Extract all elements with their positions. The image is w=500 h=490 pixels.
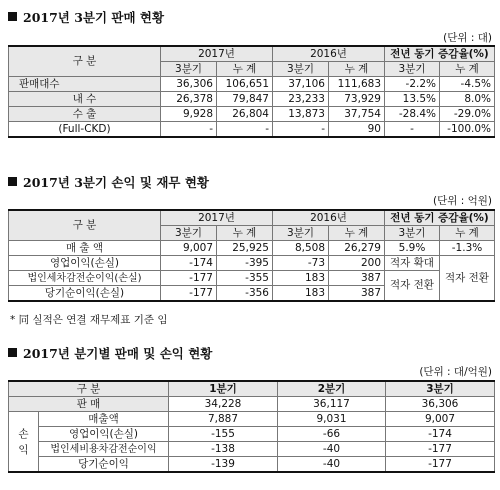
cell-value: 106,651 [217, 77, 273, 92]
table-row [9, 77, 495, 92]
header-yoy-change: 전년 동기 증감율(%) [385, 46, 495, 62]
header-cumulative: 누 계 [217, 62, 273, 77]
cell-value: 23,233 [273, 92, 329, 107]
table-row [9, 271, 495, 286]
header-2017: 2017년 [161, 210, 273, 226]
row-label: 당기순이익(손실) [9, 286, 161, 302]
quarterly-status-table [8, 380, 495, 473]
income-status-title [8, 173, 209, 191]
sales-status-unit: (단위 : 대) [443, 32, 492, 44]
income-status-unit: (단위 : 억원) [433, 195, 492, 207]
cell-value: 37,754 [329, 107, 385, 122]
cell-value: 25,925 [217, 241, 273, 256]
income-status-table [8, 209, 495, 302]
header-cumulative: 누 계 [329, 62, 385, 77]
cell-value: 9,031 [278, 412, 386, 427]
cell-value: 7,887 [169, 412, 278, 427]
cell-value: 9,007 [386, 412, 495, 427]
cell-value: 26,378 [161, 92, 217, 107]
cell-value: -177 [386, 442, 495, 457]
table-row [9, 107, 495, 122]
header-2016: 2016년 [273, 210, 385, 226]
table-header-row [9, 210, 495, 226]
cell-value: 36,306 [386, 397, 495, 412]
cell-value: 26,279 [329, 241, 385, 256]
table-row [9, 92, 495, 107]
header-q3: 3분기 [386, 381, 495, 397]
cell-value: -29.0% [440, 107, 495, 122]
quarterly-status-section [8, 344, 494, 486]
cell-value: -66 [278, 427, 386, 442]
cell-value: -100.0% [440, 122, 495, 138]
row-label: 영업이익(손실) [9, 256, 161, 271]
table-row [9, 412, 495, 427]
square-bullet-icon [8, 177, 17, 186]
cell-value: 13,873 [273, 107, 329, 122]
cell-value: 8,508 [273, 241, 329, 256]
row-label: 법인세차감전순이익(손실) [9, 271, 161, 286]
header-q2: 2분기 [278, 381, 386, 397]
sales-status-section [8, 8, 494, 158]
cell-value: -174 [386, 427, 495, 442]
row-label: 법인세비용차감전순이익 [39, 442, 169, 457]
cell-value: 36,306 [161, 77, 217, 92]
sales-status-table [8, 45, 495, 138]
quarterly-status-title [8, 344, 212, 362]
header-cumulative: 누 계 [440, 226, 495, 241]
cell-value: -138 [169, 442, 278, 457]
table-row [9, 457, 495, 473]
table-row [9, 397, 495, 412]
cell-value: 8.0% [440, 92, 495, 107]
cell-value: 183 [273, 286, 329, 302]
cell-value: -356 [217, 286, 273, 302]
cell-value: -73 [273, 256, 329, 271]
cell-value: 5.9% [385, 241, 440, 256]
row-label: 당기순이익 [39, 457, 169, 473]
table-row [9, 256, 495, 271]
row-label: 매출액 [39, 412, 169, 427]
table-row [9, 442, 495, 457]
sales-status-title-text: 2017년 3분기 판매 현황 [23, 10, 165, 25]
quarterly-status-title-text: 2017년 분기별 판매 및 손익 현황 [23, 346, 213, 361]
cell-change-label: 적자 전환 [385, 271, 440, 302]
cell-value: -40 [278, 442, 386, 457]
cell-value: -40 [278, 457, 386, 473]
header-q3: 3분기 [161, 62, 217, 77]
cell-value: -28.4% [385, 107, 440, 122]
header-q3: 3분기 [385, 226, 440, 241]
square-bullet-icon [8, 348, 17, 357]
row-label: 매 출 액 [9, 241, 161, 256]
cell-value: -155 [169, 427, 278, 442]
cell-value: 9,007 [161, 241, 217, 256]
cell-change-label: 적자 전환 [440, 256, 495, 302]
table-row [9, 122, 495, 138]
table-header-row [9, 46, 495, 62]
cell-value: - [217, 122, 273, 138]
row-label: 판매대수 [9, 77, 161, 92]
cell-value: -4.5% [440, 77, 495, 92]
cell-value: -174 [161, 256, 217, 271]
cell-value: 90 [329, 122, 385, 138]
table-row [9, 427, 495, 442]
row-label: 영업이익(손실) [39, 427, 169, 442]
header-q1: 1분기 [169, 381, 278, 397]
cell-value: 387 [329, 271, 385, 286]
header-q3: 3분기 [273, 226, 329, 241]
header-q3: 3분기 [385, 62, 440, 77]
income-status-section [8, 173, 494, 333]
cell-value: 200 [329, 256, 385, 271]
group-label-profit: 손 익 [9, 412, 39, 473]
cell-value: -177 [386, 457, 495, 473]
cell-value: -177 [161, 271, 217, 286]
cell-value: 183 [273, 271, 329, 286]
table-header-row [9, 381, 495, 397]
cell-value: 34,228 [169, 397, 278, 412]
cell-value: 9,928 [161, 107, 217, 122]
cell-value: 13.5% [385, 92, 440, 107]
row-label: 내 수 [9, 92, 161, 107]
cell-value: 36,117 [278, 397, 386, 412]
table-row [9, 241, 495, 256]
header-category: 구 분 [9, 46, 161, 77]
footnote: * 同 실적은 연결 재무제표 기준 임 [10, 314, 168, 326]
cell-value: 111,683 [329, 77, 385, 92]
header-q3: 3분기 [273, 62, 329, 77]
income-status-title-text: 2017년 3분기 손익 및 재무 현황 [23, 175, 209, 190]
header-q3: 3분기 [161, 226, 217, 241]
sales-status-title [8, 8, 164, 26]
row-label: 판 매 [9, 397, 169, 412]
header-category: 구 분 [9, 210, 161, 241]
header-2016: 2016년 [273, 46, 385, 62]
cell-value: -1.3% [440, 241, 495, 256]
row-label: 수 출 [9, 107, 161, 122]
cell-value: -355 [217, 271, 273, 286]
row-label: (Full-CKD) [9, 122, 161, 138]
cell-value: - [385, 122, 440, 138]
cell-value: 79,847 [217, 92, 273, 107]
cell-value: -395 [217, 256, 273, 271]
cell-value: -2.2% [385, 77, 440, 92]
cell-value: 387 [329, 286, 385, 302]
cell-value: 73,929 [329, 92, 385, 107]
header-category: 구 분 [9, 381, 169, 397]
header-2017: 2017년 [161, 46, 273, 62]
cell-value: 37,106 [273, 77, 329, 92]
header-cumulative: 누 계 [440, 62, 495, 77]
header-cumulative: 누 계 [329, 226, 385, 241]
header-yoy-change: 전년 동기 증감율(%) [385, 210, 495, 226]
cell-value: -177 [161, 286, 217, 302]
cell-value: - [161, 122, 217, 138]
cell-change-label: 적자 확대 [385, 256, 440, 271]
cell-value: 26,804 [217, 107, 273, 122]
cell-value: -139 [169, 457, 278, 473]
header-cumulative: 누 계 [217, 226, 273, 241]
quarterly-status-unit: (단위 : 대/억원) [419, 366, 492, 378]
square-bullet-icon [8, 12, 17, 21]
cell-value: - [273, 122, 329, 138]
